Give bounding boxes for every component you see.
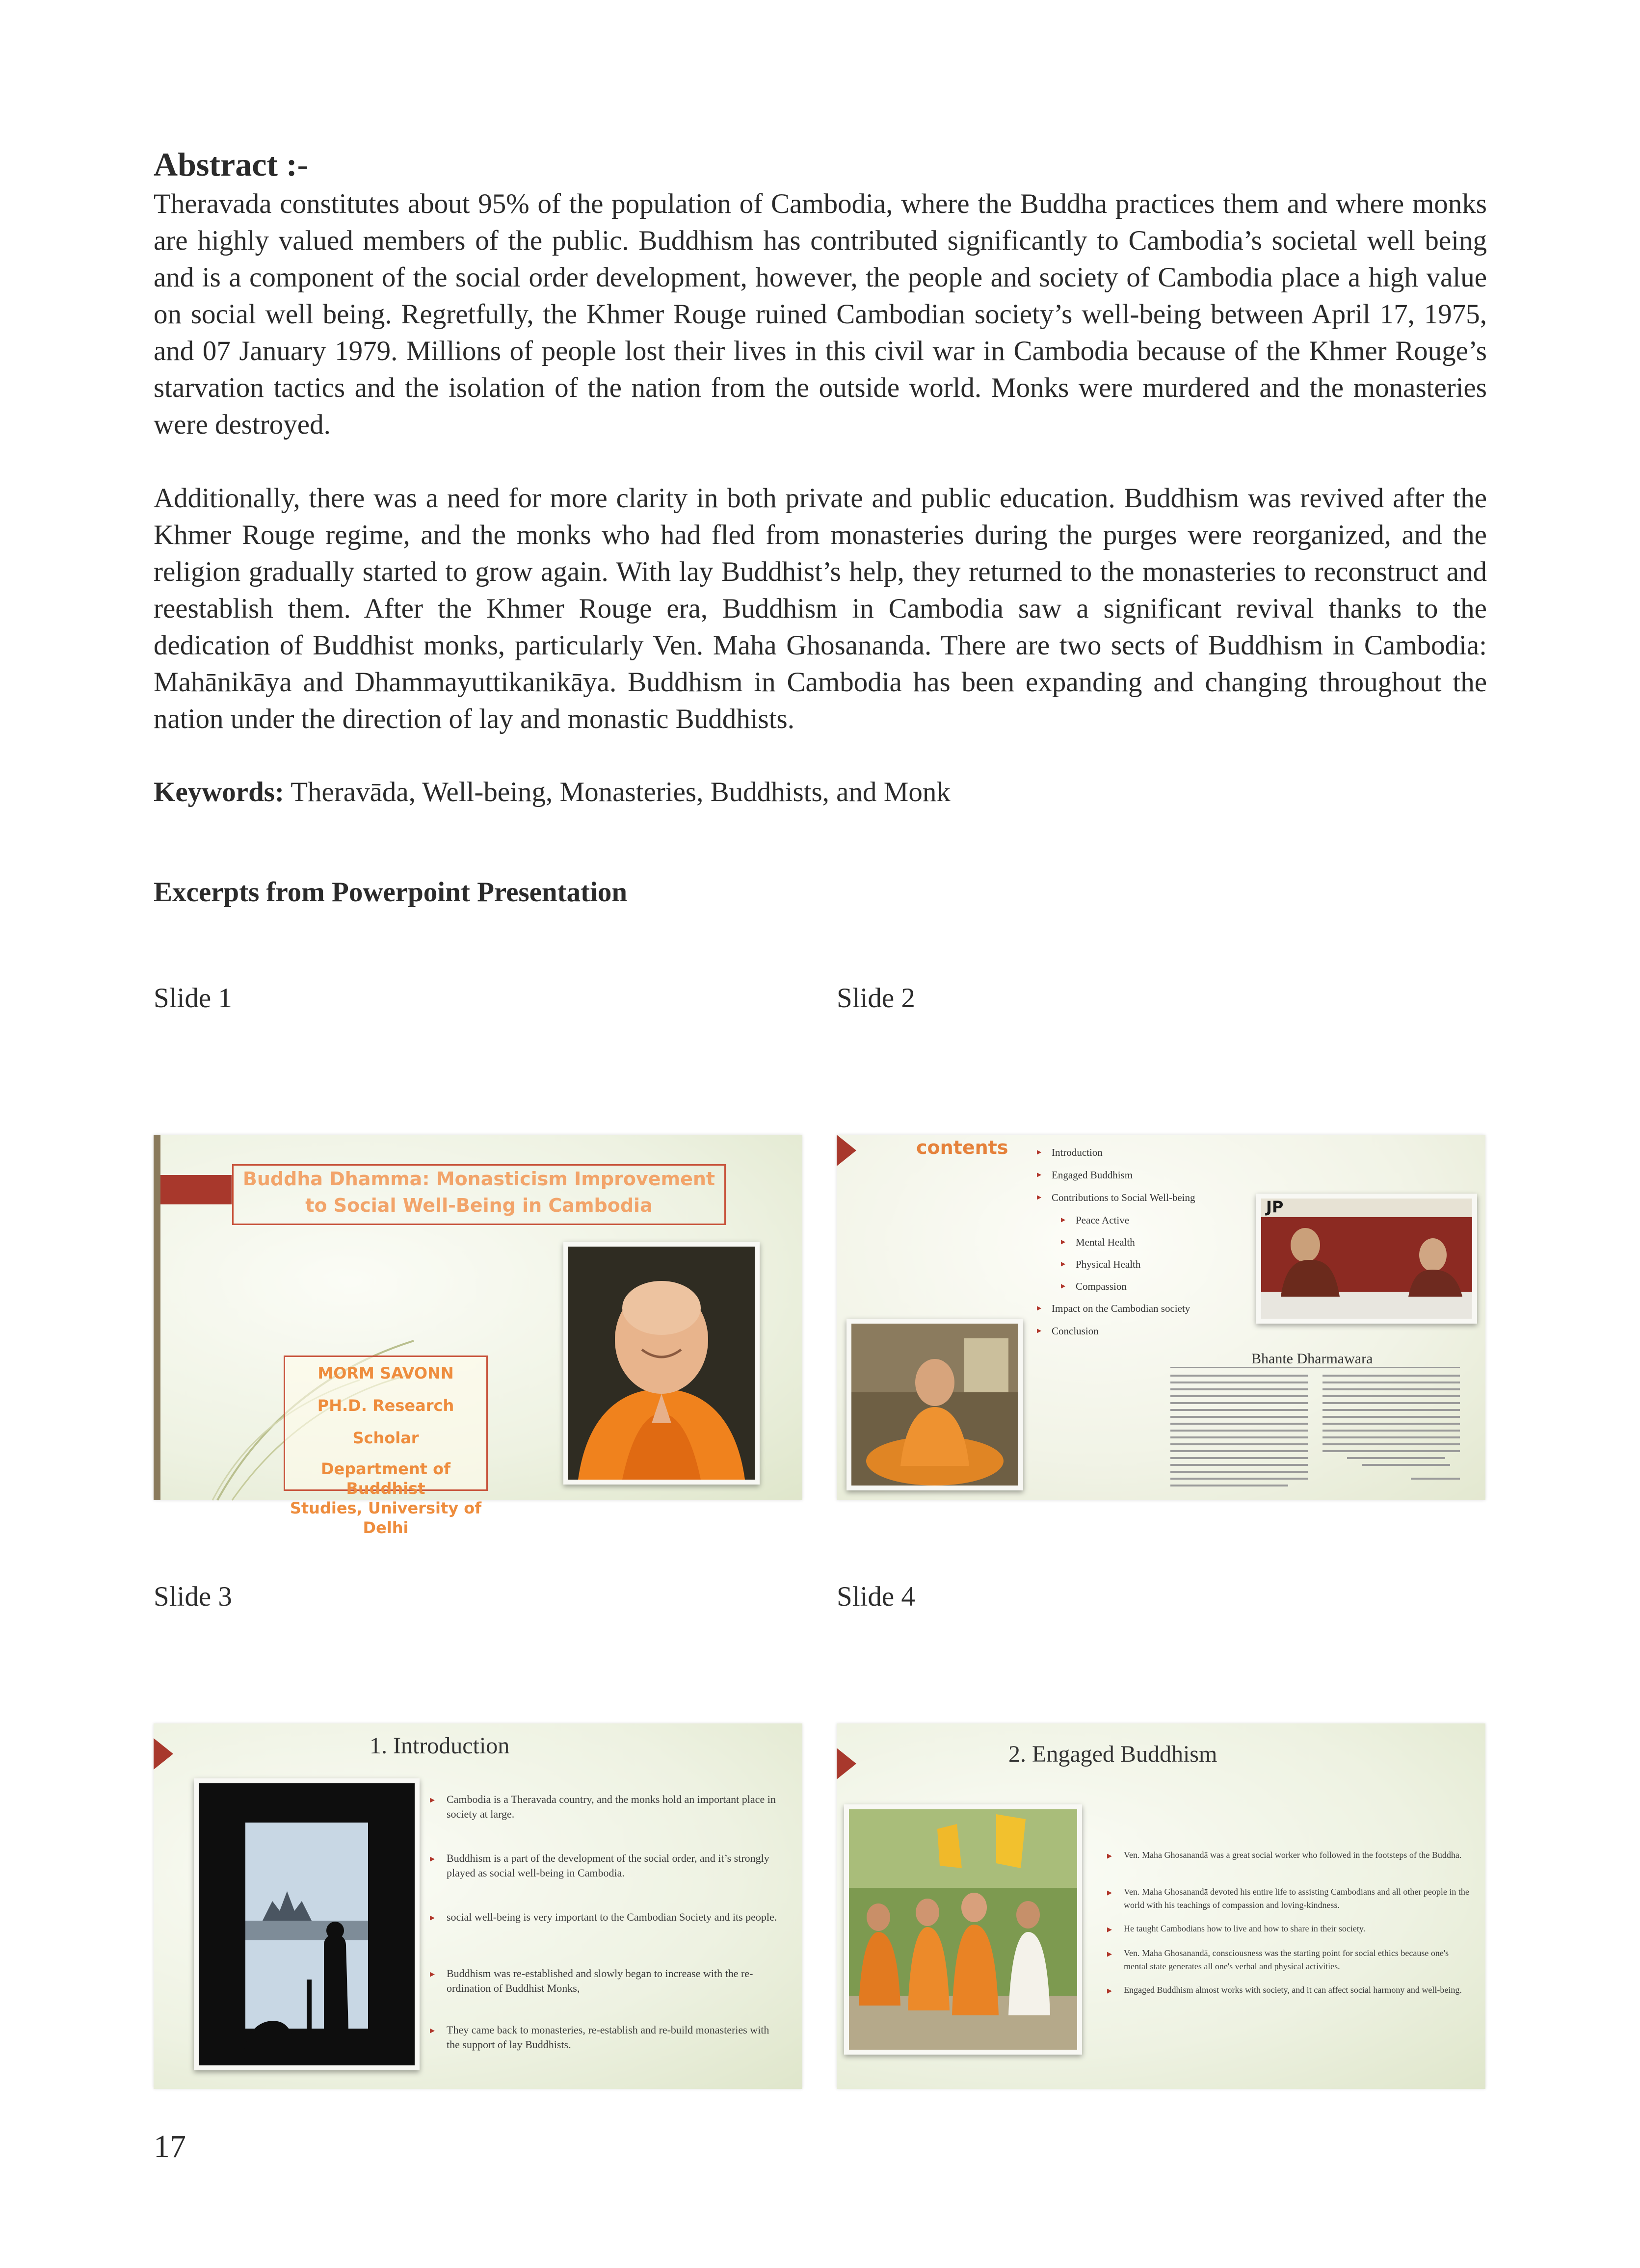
slide-2-subitem-3: ▶ Physical Health <box>1076 1258 1140 1271</box>
abstract-paragraph-2: Additionally, there was a need for more clarity in both private and public education. Buddhism was revived after the Khmer Rouge regime, and the monks who had fled from monasteries during the purges were reorganized, and the religion gradually started to grow again. With lay Buddhist’s help, they returned to the monasteries to reconstruct and reestablish them. After the Khmer Rouge era, Buddhism in Cambodia saw a significant revival thanks to the dedication of Buddhist monks, particularly Ven. Maha Ghosananda. There are two sects of Buddhism in Cambodia: Mahānikāya and Dhammayuttikanikāya. Buddhism in Cambodia has been expanding and changing throughout the nation under the direction of lay and monastic Buddhists. <box>154 483 1487 734</box>
slide-2-arrow-marker <box>837 1135 856 1166</box>
slide-2-item-2: ▶ Engaged Buddhism <box>1052 1169 1133 1181</box>
slide-4-label: Slide 4 <box>837 1581 915 1612</box>
slide-2-monk-meditating-photo <box>846 1319 1023 1490</box>
slide-2-item-5: ▶ Conclusion <box>1052 1325 1099 1337</box>
abstract-heading: Abstract :- <box>154 146 309 183</box>
slide-3-label: Slide 3 <box>154 1581 232 1612</box>
slide-3-title: 1. Introduction <box>370 1733 510 1759</box>
slide-4-arrow-marker <box>837 1748 856 1779</box>
meditating-monk-image <box>851 1324 1018 1486</box>
slide-2 <box>837 1135 1485 1500</box>
monks-walking-image <box>849 1809 1077 2050</box>
slide-3-bullet-2: ▶ Buddhism is a part of the development of the social order, and it’s strongly played as social well-being in Cambodia. <box>447 1851 780 1880</box>
keywords-label: Keywords: <box>154 777 284 808</box>
slide-2-contents-label: contents <box>916 1137 1008 1158</box>
slide-3-angkor-silhouette-photo <box>194 1778 420 2070</box>
slide-1-author: MORM SAVONN <box>317 1364 454 1382</box>
slide-3-bullet-4: ▶ Buddhism was re-established and slowly began to increase with the re-ordination of Buddhist Monks, <box>447 1966 780 1996</box>
slide-4-bullet-1: ▶ Ven. Maha Ghosanandā was a great social worker who followed in the footsteps of the Buddha. <box>1124 1849 1470 1862</box>
slide-2-caption: Bhante Dharmawara <box>1251 1351 1373 1367</box>
slide-3-bullet-3: ▶ social well-being is very important to the Cambodian Society and its people. <box>447 1910 780 1925</box>
slide-1-role: PH.D. Research Scholar <box>317 1396 454 1447</box>
keywords-text: Theravāda, Well-being, Monasteries, Buddhists, and Monk <box>291 777 951 808</box>
slide-1-author-box <box>284 1356 488 1537</box>
slide-1-dept-line-1: Department of Buddhist <box>320 1460 450 1498</box>
keywords-line <box>154 776 951 808</box>
slide-2-subitem-1: ▶ Peace Active <box>1076 1214 1129 1226</box>
slide-1-ribbon <box>160 1175 232 1204</box>
slide-1-left-bar <box>154 1135 160 1500</box>
slide-4-bullet-2: ▶ Ven. Maha Ghosanandā devoted his entire life to assisting Cambodians and all other people in the world with his teachings of compassion and loving-kindness. <box>1124 1885 1470 1912</box>
slide-4-monks-walking-photo <box>844 1804 1082 2055</box>
slide-3-bullet-5: ▶ They came back to monasteries, re-establish and re-build monasteries with the support of lay Buddhists. <box>447 2023 780 2052</box>
slide-1-title-line-1: Buddha Dhamma: Monasticism Improvement <box>242 1168 715 1190</box>
page-number: 17 <box>154 2129 186 2164</box>
slide-1-title-line-2: to Social Well-Being in Cambodia <box>305 1195 653 1216</box>
slide-2-subitem-4: ▶ Compassion <box>1076 1280 1127 1293</box>
slide-2-item-1: ▶ Introduction <box>1052 1147 1103 1159</box>
slide-1-title-box <box>232 1164 726 1225</box>
slide-2-item-3: ▶ Contributions to Social Well-being <box>1052 1192 1195 1204</box>
slide-2-dharmawara-photo <box>1256 1194 1477 1324</box>
slide-3 <box>154 1723 802 2089</box>
angkor-doorway-image <box>199 1783 415 2065</box>
slide-4 <box>837 1723 1485 2089</box>
monk-portrait-image <box>568 1247 755 1480</box>
slide-2-item-4: ▶ Impact on the Cambodian society <box>1052 1303 1190 1315</box>
slide-2-caption-underline <box>1170 1367 1460 1368</box>
excerpts-heading: Excerpts from Powerpoint Presentation <box>154 877 628 908</box>
slide-4-bullet-3: ▶ He taught Cambodians how to live and how to share in their society. <box>1124 1922 1470 1935</box>
slide-1-dept-line-2: Studies, University of Delhi <box>290 1499 482 1537</box>
slide-2-label: Slide 2 <box>837 983 915 1014</box>
slide-3-arrow-marker <box>154 1738 173 1770</box>
slide-2-banner-text: JP <box>1266 1198 1284 1216</box>
slide-4-bullet-4: ▶ Ven. Maha Ghosanandā, consciousness was the starting point for social ethics because one's mental state generates all one's verbal and physical activities. <box>1124 1947 1470 1973</box>
slide-3-bullet-1: ▶ Cambodia is a Theravada country, and the monks hold an important place in society at large. <box>447 1792 780 1822</box>
slide-1-label: Slide 1 <box>154 983 232 1014</box>
slide-2-subitem-2: ▶ Mental Health <box>1076 1236 1135 1249</box>
abstract-paragraph-1: Theravada constitutes about 95% of the population of Cambodia, where the Buddha practices them and where monks are highly valued members of the public. Buddhism has contributed significantly to Cambodia’s societal well being and is a component of the social order development, however, the people and society of Cambodia place a high value on social well being. Regretfully, the Khmer Rouge ruined Cambodian society’s well-being between April 17, 1975, and 07 January 1979. Millions of people lost their lives in this civil war in Cambodia because of the Khmer Rouge’s starvation tactics and the isolation of the nation from the outside world. Monks were murdered and the monasteries were destroyed. <box>154 188 1487 440</box>
conference-image <box>1261 1199 1472 1319</box>
slide-2-article-text-lines <box>1170 1373 1465 1495</box>
slide-1-monk-photo <box>563 1242 760 1485</box>
slide-4-bullet-5: ▶ Engaged Buddhism almost works with society, and it can affect social harmony and well-being. <box>1124 1983 1470 1997</box>
slide-4-title: 2. Engaged Buddhism <box>1008 1741 1217 1767</box>
slide-1 <box>154 1135 802 1537</box>
